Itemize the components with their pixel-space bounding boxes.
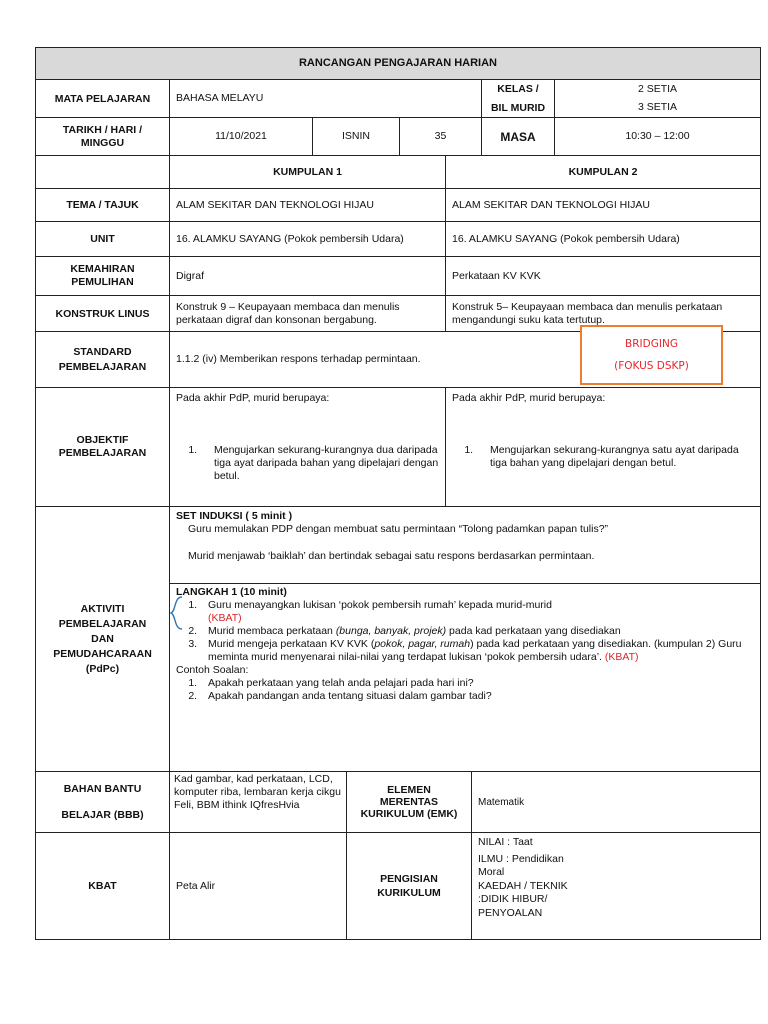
objektif-label-line1: OBJEKTIF xyxy=(76,434,129,446)
step2-text-b: (bunga, banyak, projek) xyxy=(335,625,447,637)
masa-label-text: MASA xyxy=(500,129,536,144)
question1-text: Apakah perkataan yang telah anda pelajari pada hari ini? xyxy=(208,677,474,689)
tema-label xyxy=(35,188,170,222)
set-induksi-title: SET INDUKSI ( 5 minit ) xyxy=(176,510,293,522)
bridging-line1: BRIDGING xyxy=(625,338,678,350)
date-text: 11/10/2021 xyxy=(215,130,267,142)
emk-value-text: Matematik xyxy=(478,796,525,808)
bahan-label-line1: BAHAN BANTU xyxy=(63,783,142,795)
konstruk-label xyxy=(35,295,170,332)
bahan-label xyxy=(35,771,170,833)
contoh-soalan-title: Contoh Soalan: xyxy=(176,664,249,676)
kemahiran-group1-text: Digraf xyxy=(176,269,205,282)
tema-group2 xyxy=(445,188,761,222)
group1-header xyxy=(169,155,446,189)
kelas-value xyxy=(554,79,761,118)
langkah-steps xyxy=(176,599,754,664)
unit-group1 xyxy=(169,221,446,257)
tarikh-label-line2: MINGGU xyxy=(80,136,125,149)
standard-label-line1: STANDARD xyxy=(73,345,132,358)
step3-text-b: pokok, pagar, rumah xyxy=(374,638,471,650)
tema-label-text: TEMA / TAJUK xyxy=(66,199,139,211)
step2-text-c: pada kad perkataan yang disediakan xyxy=(446,625,621,637)
tema-group2-text: ALAM SEKITAR DAN TEKNOLOGI HIJAU xyxy=(452,198,650,211)
kbat-label-text: KBAT xyxy=(88,880,117,892)
list-item xyxy=(200,599,754,625)
kemahiran-label-line1: KEMAHIRAN xyxy=(70,263,135,275)
objektif-group1 xyxy=(169,387,446,507)
objektif-group2 xyxy=(445,387,761,507)
bahan-value-text: Kad gambar, kad perkataan, LCD, komputer riba, lembaran kerja cikgu Feli, BBM ithink IQfresHvia xyxy=(174,773,341,811)
bahan-value xyxy=(169,771,347,833)
unit-group2 xyxy=(445,221,761,257)
list-item xyxy=(476,444,740,470)
masa-value-text: 10:30 – 12:00 xyxy=(625,130,690,142)
objektif-group2-intro: Pada akhir PdP, murid berupaya: xyxy=(452,392,606,404)
contoh-soalan-list xyxy=(176,677,754,703)
kelas-value-line2: 3 SETIA xyxy=(637,101,678,113)
step2-text-a: Murid membaca perkataan xyxy=(208,625,336,637)
kelas-label-line1: KELAS / xyxy=(497,83,539,95)
set-induksi-cell xyxy=(169,506,761,584)
week-text: 35 xyxy=(434,130,447,142)
kemahiran-group1 xyxy=(169,256,446,296)
aktiviti-label-line2: PEMBELAJARAN xyxy=(58,617,147,630)
kelas-label-line2: BIL MURID xyxy=(490,102,546,114)
kemahiran-group2 xyxy=(445,256,761,296)
masa-value xyxy=(554,117,761,156)
unit-group2-text: 16. ALAMKU SAYANG (Pokok pembersih Udara) xyxy=(452,232,680,245)
table-title xyxy=(35,47,761,80)
pengisian-label xyxy=(346,832,472,940)
tarikh-label-line1: TARIKH / HARI / xyxy=(62,123,143,136)
objektif-label xyxy=(35,387,170,507)
kaedah-line1: KAEDAH / TEKNIK xyxy=(478,879,568,892)
tema-group1-text: ALAM SEKITAR DAN TEKNOLOGI HIJAU xyxy=(176,198,374,211)
aktiviti-label-line3: DAN xyxy=(91,632,114,645)
bahan-label-line2: BELAJAR (BBB) xyxy=(61,809,144,821)
konstruk-group2-text: Konstruk 5– Keupayaan membaca dan menulis perkataan mengandungi suku kata tertutup. xyxy=(452,300,723,326)
list-item xyxy=(200,690,754,703)
kemahiran-label xyxy=(35,256,170,296)
question2-text: Apakah pandangan anda tentang situasi dalam gambar tadi? xyxy=(208,690,492,702)
objektif-group1-intro: Pada akhir PdP, murid berupaya: xyxy=(176,392,330,404)
step1-text: Guru menayangkan lukisan ‘pokok pembersih rumah’ kepada murid-murid xyxy=(208,599,552,611)
emk-label-line2: MERENTAS xyxy=(379,796,439,808)
langkah-cell xyxy=(169,583,761,772)
aktiviti-label xyxy=(35,506,170,772)
aktiviti-label-line5: (PdPc) xyxy=(85,662,120,675)
lesson-plan-table xyxy=(35,47,761,940)
step3-text-c: ) pada kad perkataan yang disediakan. (kumpulan 2) Guru meminta murid menyenarai nilai-nilai yang terdapat lukisan ‘pokok pembersih udara’. xyxy=(208,638,742,663)
kelas-value-line1: 2 SETIA xyxy=(637,83,678,95)
step1-kbat-tag: (KBAT) xyxy=(208,612,242,624)
list-item xyxy=(200,444,439,483)
unit-label xyxy=(35,221,170,257)
standard-value-text: 1.1.2 (iv) Memberikan respons terhadap permintaan. xyxy=(176,353,421,365)
mata-pelajaran-value xyxy=(169,79,482,118)
ilmu-line2: Moral xyxy=(478,866,505,878)
ilmu-line1: ILMU : Pendidikan xyxy=(478,852,564,865)
tarikh-date xyxy=(169,117,313,156)
mata-pelajaran-value-text: BAHASA MELAYU xyxy=(176,92,264,104)
group2-header-text: KUMPULAN 2 xyxy=(568,166,638,178)
bridging-line2: (FOKUS DSKP) xyxy=(614,360,689,372)
kbat-label xyxy=(35,832,170,940)
kemahiran-group2-text: Perkataan KV KVK xyxy=(452,269,541,282)
aktiviti-label-line4: PEMUDAHCARAAN xyxy=(53,647,152,660)
set-induksi-line1: Guru memulakan PDP dengan membuat satu permintaan “Tolong padamkan papan tulis?” xyxy=(188,523,609,535)
standard-label xyxy=(35,331,170,388)
pengisian-value xyxy=(471,832,761,940)
group2-header xyxy=(445,155,761,189)
kemahiran-label-line2: PEMULIHAN xyxy=(71,276,134,288)
unit-group1-text: 16. ALAMKU SAYANG (Pokok pembersih Udara) xyxy=(176,232,404,245)
mata-pelajaran-label-text: MATA PELAJARAN xyxy=(54,92,151,105)
group1-header-text: KUMPULAN 1 xyxy=(273,166,342,178)
annotation-brace-icon xyxy=(170,596,184,630)
tarikh-day xyxy=(312,117,400,156)
emk-label-line3: KURIKULUM (EMK) xyxy=(360,808,458,820)
pengisian-label-line1: PENGISIAN xyxy=(380,873,438,885)
pengisian-label-line2: KURIKULUM xyxy=(377,887,441,899)
list-item xyxy=(200,638,754,664)
objektif-group1-list xyxy=(176,444,439,483)
kbat-value xyxy=(169,832,347,940)
objektif-label-line2: PEMBELAJARAN xyxy=(58,447,147,459)
langkah-title: LANGKAH 1 (10 minit) xyxy=(176,586,287,598)
step3-kbat-tag: (KBAT) xyxy=(604,651,639,663)
day-text: ISNIN xyxy=(341,130,370,142)
emk-label-line1: ELEMEN xyxy=(387,784,431,796)
kaedah-line2: :DIDIK HIBUR/ xyxy=(478,893,548,905)
kelas-label xyxy=(481,79,555,118)
konstruk-group1 xyxy=(169,295,446,332)
unit-label-text: UNIT xyxy=(90,233,115,245)
group-header-blank xyxy=(35,155,170,189)
kbat-value-text: Peta Alir xyxy=(176,879,216,892)
tarikh-week xyxy=(399,117,482,156)
emk-value xyxy=(471,771,761,833)
list-item xyxy=(200,677,754,690)
mata-pelajaran-label xyxy=(35,79,170,118)
tarikh-label xyxy=(35,117,170,156)
bridging-callout xyxy=(580,325,723,385)
title-text: RANCANGAN PENGAJARAN HARIAN xyxy=(298,57,497,69)
objektif-group2-item-text: Mengujarkan sekurang-kurangnya satu ayat daripada tiga bahan yang dipelajari dengan betul. xyxy=(490,444,739,469)
aktiviti-label-line1: AKTIVITI xyxy=(80,602,125,615)
objektif-group2-list xyxy=(452,444,754,470)
nilai-text: NILAI : Taat xyxy=(478,836,533,848)
kaedah-line3: PENYOALAN xyxy=(478,906,543,919)
emk-label xyxy=(346,771,472,833)
list-item xyxy=(200,625,754,638)
konstruk-group1-text: Konstruk 9 – Keupayaan membaca dan menulis perkataan digraf dan konsonan bergabung. xyxy=(176,300,400,326)
set-induksi-line2: Murid menjawab ‘baiklah’ dan bertindak sebagai satu respons berdasarkan permintaan. xyxy=(188,550,595,562)
tema-group1 xyxy=(169,188,446,222)
step3-text-a: Murid mengeja perkataan KV KVK ( xyxy=(208,638,375,650)
standard-label-line2: PEMBELAJARAN xyxy=(58,360,147,373)
konstruk-label-text: KONSTRUK LINUS xyxy=(55,307,150,320)
objektif-group1-item-text: Mengujarkan sekurang-kurangnya dua daripada tiga ayat daripada bahan yang dipelajari dengan betul. xyxy=(214,444,439,482)
masa-label xyxy=(481,117,555,156)
